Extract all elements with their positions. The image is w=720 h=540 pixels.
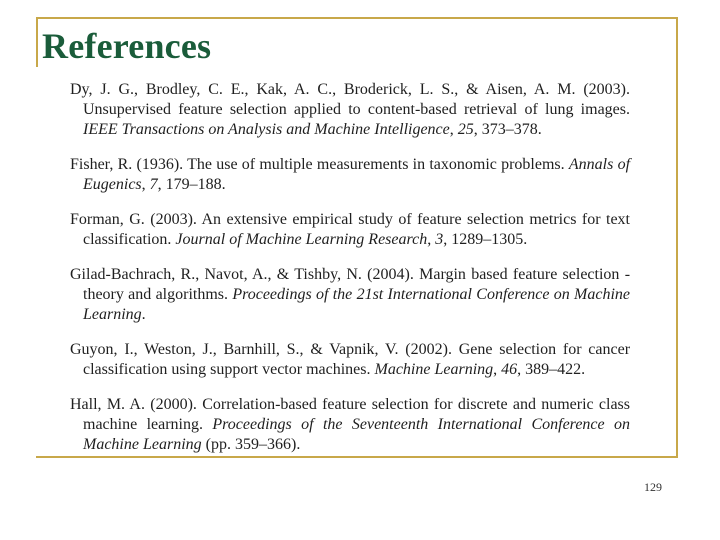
reference-item: Fisher, R. (1936). The use of multiple measurements in taxonomic problems. Annals of Eugenics, 7, 179–188. <box>70 156 631 193</box>
reference-pages: . <box>141 306 146 323</box>
reference-list <box>70 80 630 470</box>
reference-title: An extensive empirical study of feature selection metrics for text classification. <box>83 211 631 248</box>
reference-authors: Gilad-Bachrach, R., Navot, A., & Tishby, N. (2004). <box>70 266 414 283</box>
reference-venue: IEEE Transactions on Analysis and Machine Intelligence <box>83 121 450 138</box>
reference-title: Margin based feature selection - theory and algorithms. <box>83 266 631 303</box>
reference-authors: Guyon, I., Weston, J., Barnhill, S., & Vapnik, V. (2002). <box>70 341 452 358</box>
reference-volume: 3 <box>435 231 444 248</box>
reference-pages: , 1289–1305. <box>443 231 528 248</box>
reference-title: The use of multiple measurements in taxonomic problems. <box>187 156 565 173</box>
reference-pages: , 389–422. <box>517 361 586 378</box>
reference-pages: , 373–378. <box>473 121 542 138</box>
reference-item: Forman, G. (2003). An extensive empirical study of feature selection metrics for text classification. Journal of Machine Learning Research, 3, 1289–1305. <box>70 211 631 248</box>
reference-pages: (pp. 359–366). <box>201 436 301 453</box>
reference-title: Unsupervised feature selection applied to content-based retrieval of lung images. <box>83 101 630 118</box>
reference-item <box>70 265 630 325</box>
reference-venue: Machine Learning <box>374 361 494 378</box>
reference-pages: , 179–188. <box>157 176 226 193</box>
right-rule <box>676 17 678 457</box>
reference-authors: Fisher, R. (1936). <box>70 156 184 173</box>
reference-venue: Journal of Machine Learning Research <box>175 231 428 248</box>
reference-venue: Proceedings of the 21st International Conference on Machine Learning <box>83 286 630 323</box>
reference-volume: 7 <box>149 176 158 193</box>
page-title: References <box>42 26 212 66</box>
reference-item: Dy, J. G., Brodley, C. E., Kak, A. C., Broderick, L. S., & Aisen, A. M. (2003). Unsupervised feature selection applied to content-based retrieval of lung images. IEEE Transactions on Analysis and Machine Intelligence, 25, 373–378. <box>70 81 630 138</box>
reference-title: Gene selection for cancer classification using support vector machines. <box>83 341 631 378</box>
reference-authors: Dy, J. G., Brodley, C. E., Kak, A. C., Broderick, L. S., & Aisen, A. M. (2003). <box>70 81 630 98</box>
page-number: 129 <box>644 480 662 494</box>
reference-venue: Annals of Eugenics <box>83 156 631 193</box>
reference-authors: Forman, G. (2003). <box>70 211 197 228</box>
top-rule <box>36 17 678 19</box>
reference-venue: Proceedings of the Seventeenth International Conference on Machine Learning <box>83 416 630 453</box>
reference-title: Correlation-based feature selection for discrete and numeric class machine learning. <box>83 396 631 433</box>
reference-volume: 25 <box>457 121 474 138</box>
left-rule <box>36 17 38 67</box>
reference-volume: 46 <box>501 361 518 378</box>
reference-item <box>70 395 630 455</box>
reference-authors: Hall, M. A. (2000). <box>70 396 197 413</box>
reference-item: Guyon, I., Weston, J., Barnhill, S., & Vapnik, V. (2002). Gene selection for cancer classification using support vector machines. Machine Learning, 46, 389–422. <box>70 341 631 378</box>
